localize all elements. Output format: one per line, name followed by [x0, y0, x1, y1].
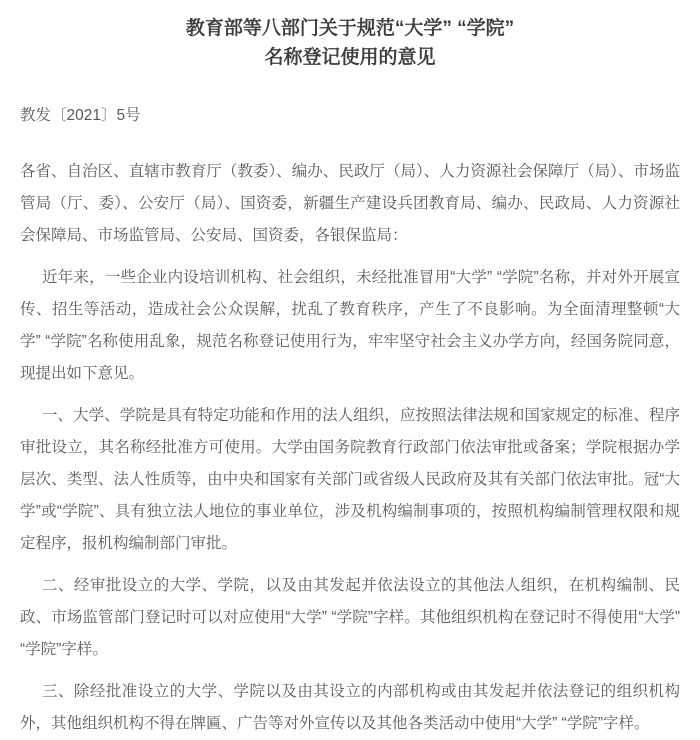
body-paragraph-1: 近年来，一些企业内设培训机构、社会组织，未经批准冒用“大学” “学院”名称，并对外开展宣传、招生等活动，造成社会公众误解，扰乱了教育秩序，产生了不良影响。为全面清理整顿“大学” “学院”名称使用乱象，规范名称登记使用行为，牢牢坚守社会主义办学方向，经国务院同意，现提出如下意见。 [20, 269, 680, 382]
document-title [20, 14, 680, 72]
body-paragraph-4: 三、除经批准设立的大学、学院以及由其设立的内部机构或由其发起并依法登记的组织机构外，其他组织机构不得在牌匾、广告等对外宣传以及其他各类活动中使用“大学” “学院”字样。 [20, 683, 680, 732]
salutation: 各省、自治区、直辖市教育厅（教委）、编办、民政厅（局）、人力资源社会保障厅（局）、市场监管局（厅、委）、公安厅（局）、国资委，新疆生产建设兵团教育局、编办、民政局、人力资源社会保障局、市场监管局、公安局、国资委，各银保监局： [20, 163, 680, 244]
body-paragraph-3: 二、经审批设立的大学、学院，以及由其发起并依法设立的其他法人组织，在机构编制、民政、市场监管部门登记时可以对应使用“大学” “学院”字样。其他组织机构在登记时不得使用“大学” “学院”字样。 [20, 577, 680, 658]
doc-number: 教发〔2021〕5号 [20, 107, 141, 124]
title-line-1: 教育部等八部门关于规范“大学” “学院” [185, 18, 515, 39]
body-paragraph-2: 一、大学、学院是具有特定功能和作用的法人组织，应按照法律法规和国家规定的标准、程序审批设立，其名称经批准方可使用。大学由国务院教育行政部门依法审批或备案；学院根据办学层次、类型、法人性质等，由中央和国家有关部门或省级人民政府及其有关部门依法审批。冠“大学”或“学院”、具有独立法人地位的事业单位，涉及机构编制事项的，按照机构编制管理权限和规定程序，报机构编制部门审批。 [20, 407, 680, 552]
title-line-2: 名称登记使用的意见 [264, 47, 436, 68]
